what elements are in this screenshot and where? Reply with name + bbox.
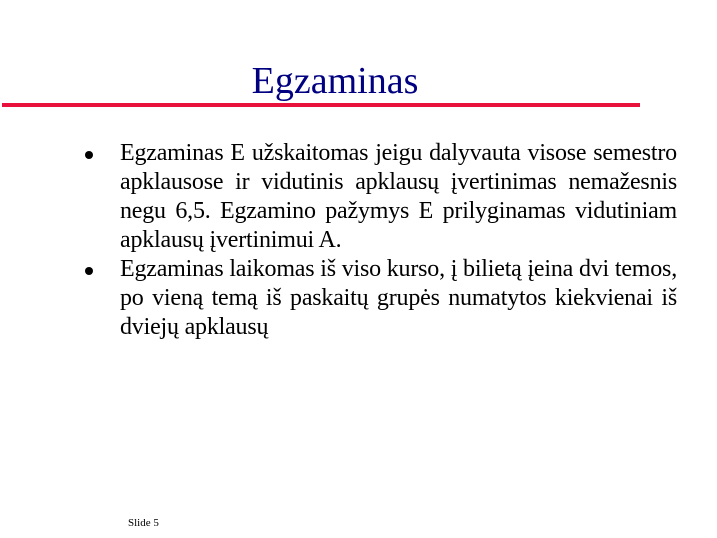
title-divider [2, 103, 640, 107]
slide-number: Slide 5 [128, 517, 159, 529]
bullet-icon [85, 267, 93, 275]
slide-title: Egzaminas [251, 60, 419, 102]
bullet-text: Egzaminas E užskaitomas jeigu dalyvauta visose semestro apklausose ir vidutinis apklausų įvertinimas nemažesnis negu 6,5. Egzamino pažymys E prilyginamas vidutiniam apklausų įvertinimui A. [120, 140, 677, 253]
bullet-icon [85, 151, 93, 159]
bullet-item [0, 255, 717, 342]
bullet-item [0, 139, 717, 255]
bullet-text: Egzaminas laikomas iš viso kurso, į bilietą įeina dvi temos, po vieną temą iš paskaitų grupės numatytos kiekvienai iš dviejų apklausų [120, 256, 677, 340]
bullet-list [0, 139, 717, 342]
